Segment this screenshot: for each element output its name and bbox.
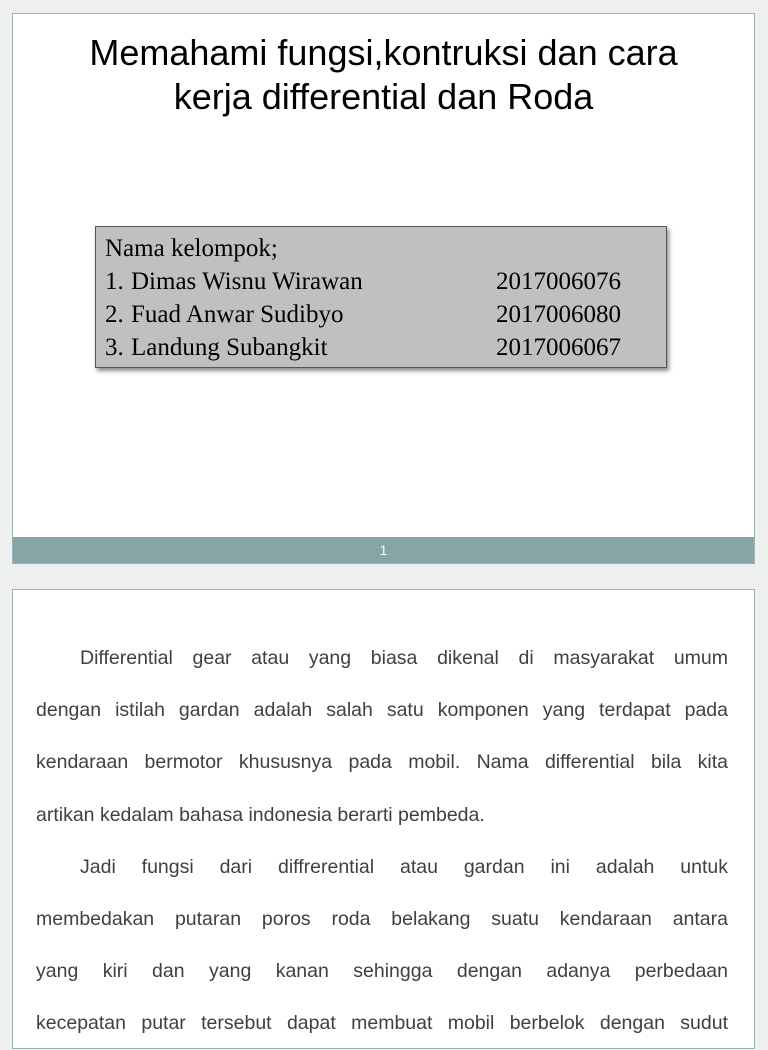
slide-title-line-1: Memahami fungsi,kontruksi dan cara — [89, 32, 678, 73]
group-members-box — [95, 226, 667, 368]
slide-1 — [12, 13, 755, 564]
page-number: 1 — [379, 542, 388, 558]
paragraph-line: Differential gear atau yang biasa dikenal di masyarakat umum — [80, 647, 728, 669]
slide-2 — [12, 589, 755, 1049]
slide-footer-bar — [13, 537, 754, 563]
member-id: 2017006067 — [496, 334, 621, 361]
member-name: Dimas Wisnu Wirawan — [131, 268, 363, 295]
member-id: 2017006076 — [496, 268, 621, 295]
member-number: 1. — [105, 268, 124, 295]
member-row-2 — [105, 298, 666, 331]
slide-title — [13, 31, 754, 119]
member-row-1 — [105, 265, 666, 298]
paragraph-line: yang kiri dan yang kanan sehingga dengan adanya perbedaan — [36, 960, 728, 983]
member-name: Fuad Anwar Sudibyo — [131, 301, 344, 328]
paragraph-line: kendaraan bermotor khususnya pada mobil. Nama differential bila kita — [36, 751, 728, 774]
paragraph-line: Jadi fungsi dari diffrerential atau gardan ini adalah untuk — [80, 855, 728, 878]
member-name: Landung Subangkit — [131, 334, 328, 361]
paragraph-line: dengan istilah gardan adalah salah satu komponen yang terdapat pada — [36, 699, 728, 722]
member-id: 2017006080 — [496, 301, 621, 328]
paragraph-line: membedakan putaran poros roda belakang suatu kendaraan antara — [36, 907, 728, 930]
paragraph-line: kecepatan putar tersebut dapat membuat mobil berbelok dengan sudut — [36, 1012, 728, 1035]
member-row-3 — [105, 331, 666, 364]
slide-body-text — [36, 632, 728, 1050]
member-number: 2. — [105, 301, 124, 328]
member-number: 3. — [105, 334, 124, 361]
paragraph-line: artikan kedalam bahasa indonesia berarti pembeda. — [36, 803, 485, 826]
members-heading: Nama kelompok; — [105, 235, 278, 262]
slide-title-line-2: kerja differential dan Roda — [173, 76, 594, 117]
